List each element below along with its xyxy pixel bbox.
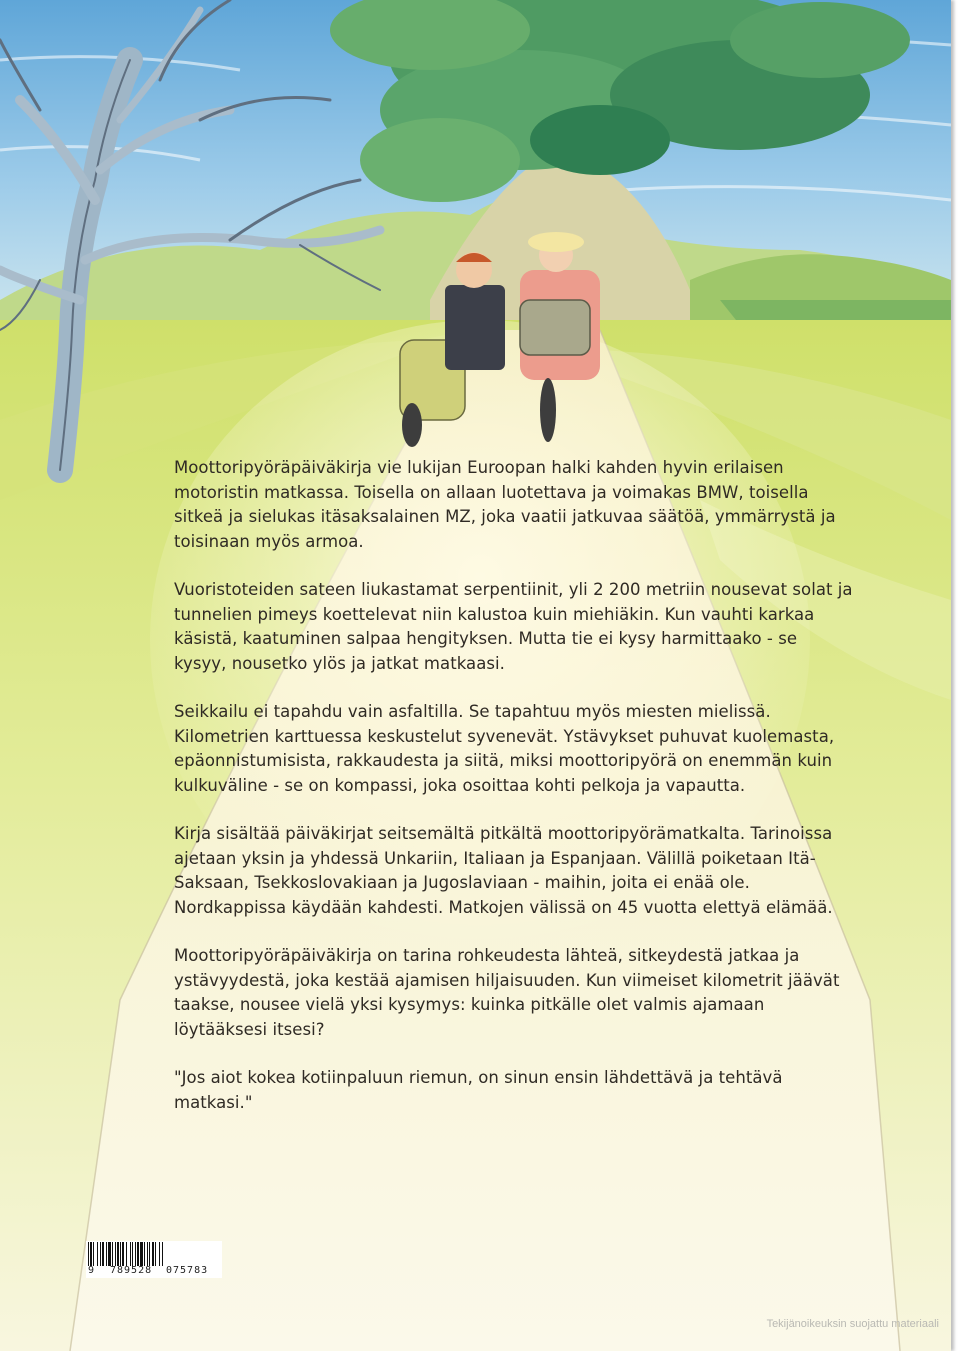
copyright-notice: Tekijänoikeuksin suojattu materiaali (766, 1318, 939, 1330)
barcode-bar (122, 1242, 124, 1266)
barcode-bar (132, 1242, 133, 1266)
barcode-bar (108, 1242, 111, 1266)
blurb-paragraph: Moottoripyöräpäiväkirja vie lukijan Euroopan halki kahden hyvin erilaisen motoristin matkassa. Toisella on allaan luotettava ja voimakas BMW, toisella sitkeä ja sielukas itäsaksalainen MZ, joka vaatii jatkuvaa säätöä, ymmärrystä ja toisinaan myös armoa. (174, 458, 836, 551)
barcode-lead-digit: 9 (88, 1265, 95, 1276)
barcode-bar (159, 1242, 160, 1266)
isbn-barcode (86, 1241, 222, 1278)
barcode-bars (88, 1242, 220, 1266)
barcode-bar (102, 1242, 104, 1266)
barcode-bar (162, 1242, 163, 1266)
barcode-bar (130, 1242, 131, 1266)
barcode-bar (147, 1242, 148, 1266)
barcode-right-digits: 075783 (166, 1265, 209, 1276)
barcode-bar (149, 1242, 150, 1266)
barcode-bar (137, 1242, 139, 1266)
barcode-bar (90, 1242, 92, 1266)
barcode-bar (117, 1242, 119, 1266)
barcode-bar (97, 1242, 98, 1266)
blurb-paragraph: Kirja sisältää päiväkirjat seitsemältä pitkältä moottoripyörämatkalta. Tarinoissa ajetaan yksin ja yhdessä Unkariin, Italiaan ja Espanjaan. Välillä poiketaan Itä-Saksaan, Tsekkoslovakiaan ja Jugoslaviaan - maihin, joita ei enää ole. Nordkappissa käydään kahdesti. Matkojen välissä on 45 vuotta elettyä elämää. (174, 824, 833, 917)
barcode-bar (135, 1242, 136, 1266)
barcode-bar (115, 1242, 116, 1266)
back-cover-blurb (174, 456, 854, 1139)
barcode-bar (155, 1242, 156, 1266)
barcode-bar (112, 1242, 113, 1266)
barcode-bar (88, 1242, 89, 1266)
blurb-paragraph: Vuoristoteiden sateen liukastamat serpentiinit, yli 2 200 metriin nousevat solat ja tunnelien pimeys koettelevat niin kalustoa kuin miehiäkin. Kun vauhti karkaa käsistä, kaatuminen salpaa hengityksen. Mutta tie ei kysy harmittaako - se kysyy, nousetko ylös ja jatkat matkaasi. (174, 580, 853, 673)
barcode-left-digits: 789528 (110, 1265, 153, 1276)
barcode-bar (100, 1242, 101, 1266)
barcode-bar (144, 1242, 145, 1266)
barcode-bar (140, 1242, 143, 1266)
barcode-bar (106, 1242, 107, 1266)
barcode-bar (93, 1242, 94, 1266)
blurb-paragraph: Seikkailu ei tapahdu vain asfaltilla. Se tapahtuu myös miesten mielissä. Kilometrien karttuessa keskustelut syvenevät. Ystävykset puhuvat kuolemasta, epäonnistumisista, rakkaudesta ja siitä, miksi moottoripyörä on enemmän kuin kulkuväline - se on kompassi, joka osoittaa kohti pelkoja ja vapautta. (174, 702, 835, 795)
barcode-bar (152, 1242, 154, 1266)
barcode-bar (126, 1242, 127, 1266)
blurb-quote: "Jos aiot kokea kotiinpaluun riemun, on sinun ensin lähdettävä ja tehtävä matkasi." (174, 1068, 783, 1112)
blurb-paragraph: Moottoripyöräpäiväkirja on tarina rohkeudesta lähteä, sitkeydestä jatkaa ja ystävyydestä, joka kestää ajamisen hiljaisuuden. Kun viimeiset kilometrit jäävät taakse, nousee vielä yksi kysymys: kuinka pitkälle olet valmis ajamaan löytääksesi itsesi? (174, 946, 840, 1039)
barcode-bar (120, 1242, 121, 1266)
